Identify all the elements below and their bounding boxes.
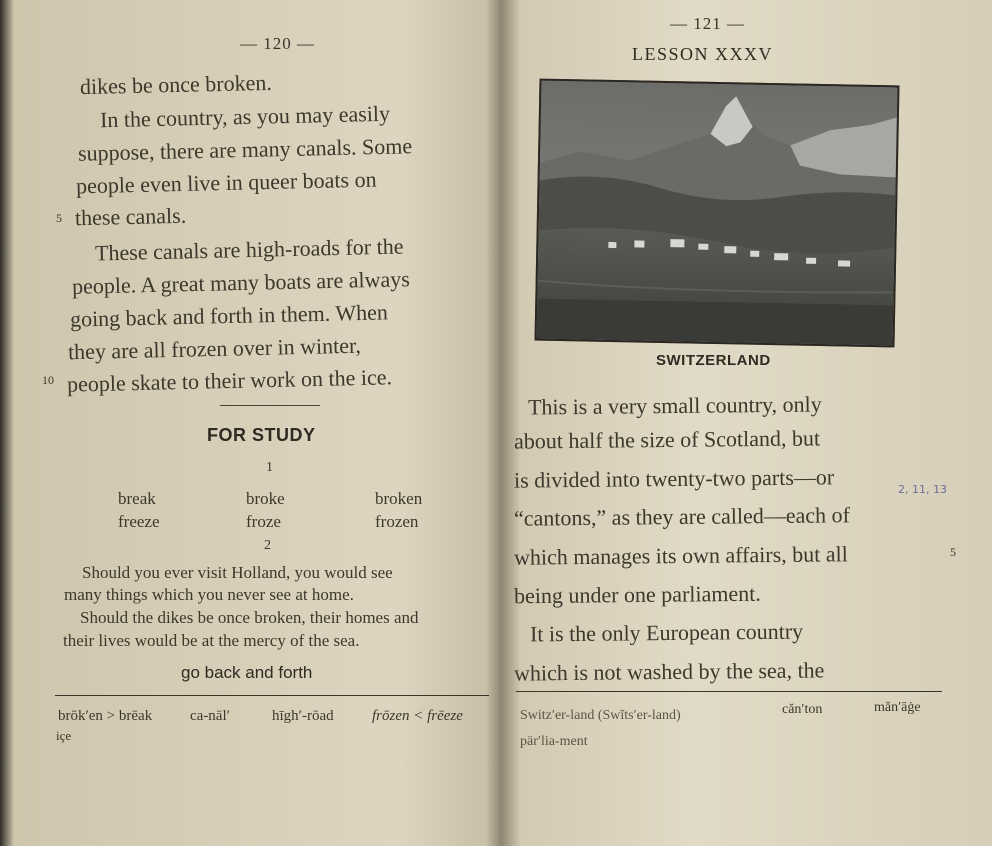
study-sentence: Should the dikes be once broken, their homes and [80, 608, 419, 627]
pencil-annotation: 2, 11, 13 [898, 483, 947, 496]
pronunciation-entry: brōk′en > brēak [58, 708, 153, 724]
body-line: being under one parliament. [513, 580, 761, 609]
pronunciation-entry: frōzen < frēeze [372, 708, 463, 724]
body-line: In the country, as you may easily [99, 100, 391, 133]
line-number: 5 [950, 545, 956, 559]
body-line: These canals are high-roads for the [94, 233, 404, 266]
photo-caption: SWITZERLAND [656, 352, 771, 369]
body-line: they are all frozen over in winter, [67, 332, 362, 365]
study-section-number: 1 [266, 460, 273, 475]
study-sentence: many things which you never see at home. [64, 585, 354, 604]
body-line: which is not washed by the sea, the [513, 657, 825, 686]
study-heading: FOR STUDY [207, 425, 316, 445]
study-section-number: 2 [264, 538, 271, 553]
body-line: dikes be once broken. [79, 69, 273, 100]
body-line: “cantons,” as they are called—each of [513, 502, 851, 531]
body-line: people. A great many boats are always [71, 266, 411, 299]
pronunciation-entry: içe [56, 728, 72, 743]
lesson-title: LESSON XXXV [632, 44, 774, 64]
footnote-rule [55, 695, 489, 696]
pronunciation-entry: măn′āġe [874, 700, 921, 715]
body-line: is divided into twenty-two parts—or [513, 464, 835, 493]
right-page [510, 0, 992, 846]
pronunciation-entry: ca-nāl′ [190, 708, 230, 724]
pronunciation-entry: Switz′er-land (Swĭts′er-land) [520, 708, 681, 723]
pronunciation-entry: pär′lia-ment [520, 734, 588, 749]
study-sentence: their lives would be at the mercy of the sea. [63, 631, 360, 650]
pronunciation-entry: căn′ton [782, 702, 823, 717]
body-line: about half the size of Scotland, but [513, 425, 821, 454]
verb-form: freeze [118, 512, 160, 531]
study-sentence: Should you ever visit Holland, you would see [82, 563, 393, 582]
page-number: — 120 — [240, 34, 315, 53]
study-phrase: go back and forth [181, 663, 313, 682]
body-line: suppose, there are many canals. Some [77, 133, 413, 166]
body-line: This is a very small country, only [527, 391, 822, 420]
verb-form: break [118, 489, 156, 508]
page-number: — 121 — [670, 14, 745, 33]
switzerland-photo [535, 79, 900, 348]
verb-form: frozen [375, 512, 419, 531]
line-number: 10 [42, 373, 54, 387]
verb-form: froze [246, 512, 281, 531]
section-divider [220, 405, 320, 406]
body-line: which manages its own affairs, but all [513, 541, 848, 570]
body-line: people skate to their work on the ice. [66, 364, 393, 397]
verb-form: broke [246, 489, 285, 508]
line-number: 5 [56, 211, 62, 225]
body-line: these canals. [74, 202, 187, 231]
mountain-landscape-image [537, 81, 898, 346]
body-line: people even live in queer boats on [75, 166, 377, 199]
body-line: It is the only European country [529, 618, 804, 647]
verb-form: broken [375, 489, 423, 508]
pronunciation-entry: hīgh′-rōad [272, 708, 334, 724]
body-line: going back and forth in them. When [69, 299, 389, 332]
footnote-rule [516, 691, 942, 692]
